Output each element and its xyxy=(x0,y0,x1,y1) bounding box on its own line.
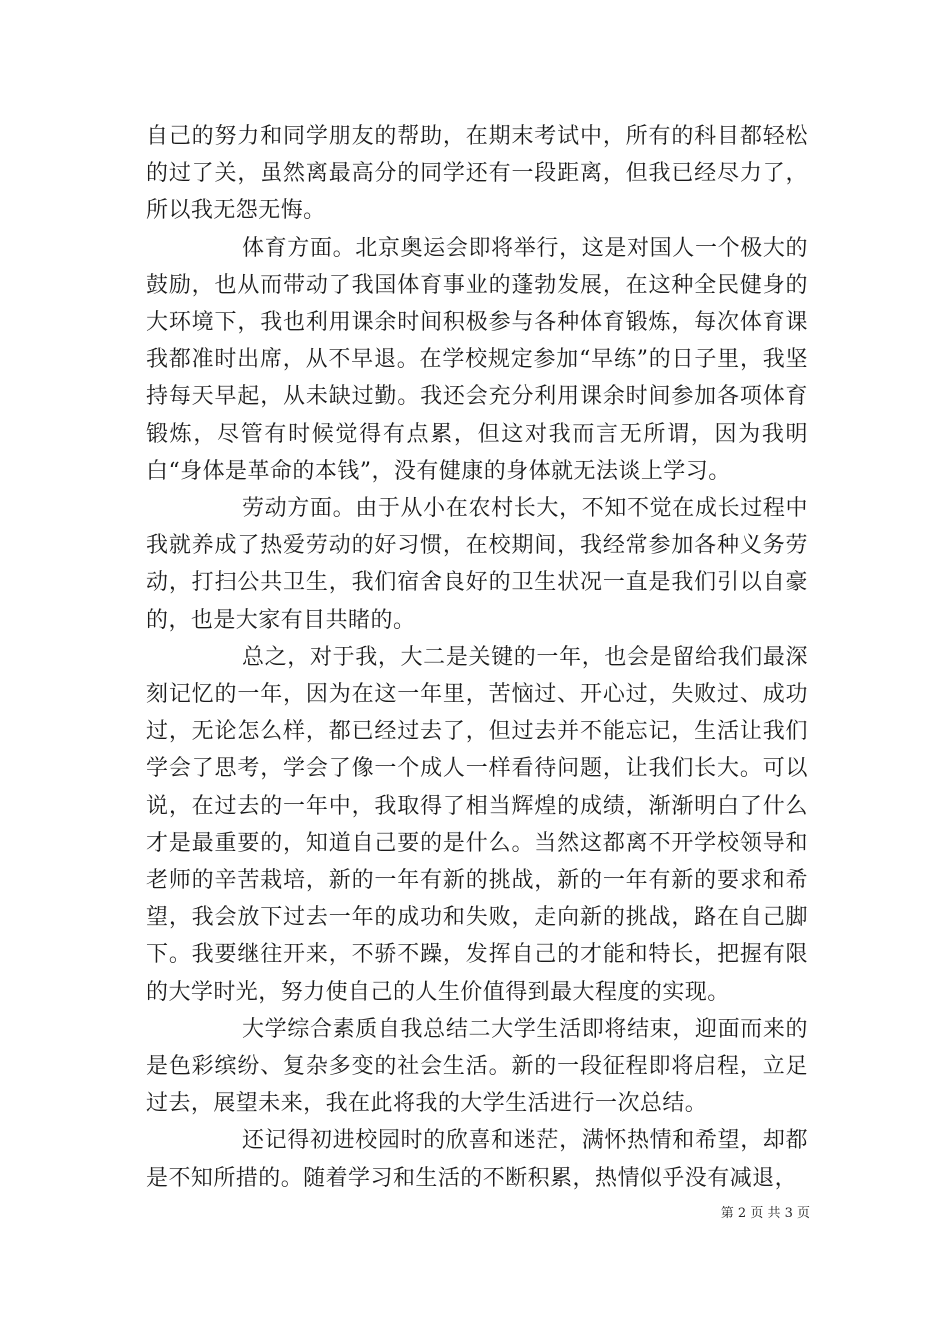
page-number-footer: 第 2 页 共 3 页 xyxy=(720,1206,810,1221)
paragraph-summary-two-intro: 大学综合素质自我总结二大学生活即将结束，迎面而来的是色彩缤纷、复杂多变的社会生活。新的一段征程即将启程，立足过去，展望未来，我在此将我的大学生活进行一次总结。 xyxy=(146,1016,808,1117)
paragraph-memories: 还记得初进校园时的欣喜和迷茫，满怀热情和希望，却都是不知所措的。随着学习和生活的不断积累，热情似乎没有减退， xyxy=(146,1128,808,1191)
paragraph-labor: 劳动方面。由于从小在农村长大，不知不觉在成长过程中我就养成了热爱劳动的好习惯，在校期间，我经常参加各种义务劳动，打扫公共卫生，我们宿舍良好的卫生状况一直是我们引以自豪的，也是大家有目共睹的。 xyxy=(146,496,808,633)
paragraph-conclusion: 总之，对于我，大二是关键的一年，也会是留给我们最深刻记忆的一年，因为在这一年里，苦恼过、开心过，失败过、成功过，无论怎么样，都已经过去了，但过去并不能忘记，生活让我们学会了思考，学会了像一个成人一样看待问题，让我们长大。可以说，在过去的一年中，我取得了相当辉煌的成绩，渐渐明白了什么才是最重要的，知道自己要的是什么。当然这都离不开学校领导和老师的辛苦栽培，新的一年有新的挑战，新的一年有新的要求和希望，我会放下过去一年的成功和失败，走向新的挑战，路在自己脚下。我要继往开来，不骄不躁，发挥自己的才能和特长，把握有限的大学时光，努力使自己的人生价值得到最大程度的实现。 xyxy=(146,644,808,1005)
paragraph-sports: 体育方面。北京奥运会即将举行，这是对国人一个极大的鼓励，也从而带动了我国体育事业的蓬勃发展，在这种全民健身的大环境下，我也利用课余时间积极参与各种体育锻炼，每次体育课我都准时出席，从不早退。在学校规定参加“早练”的日子里，我坚持每天早起，从未缺过勤。我还会充分利用课余时间参加各项体育锻炼，尽管有时候觉得有点累，但这对我而言无所谓，因为我明白“身体是革命的本钱”，没有健康的身体就无法谈上学习。 xyxy=(146,235,808,484)
paragraph-study-continuation: 自己的努力和同学朋友的帮助，在期末考试中，所有的科目都轻松的过了关，虽然离最高分的同学还有一段距离，但我已经尽力了，所以我无怨无悔。 xyxy=(146,124,808,224)
document-body xyxy=(146,118,808,1197)
